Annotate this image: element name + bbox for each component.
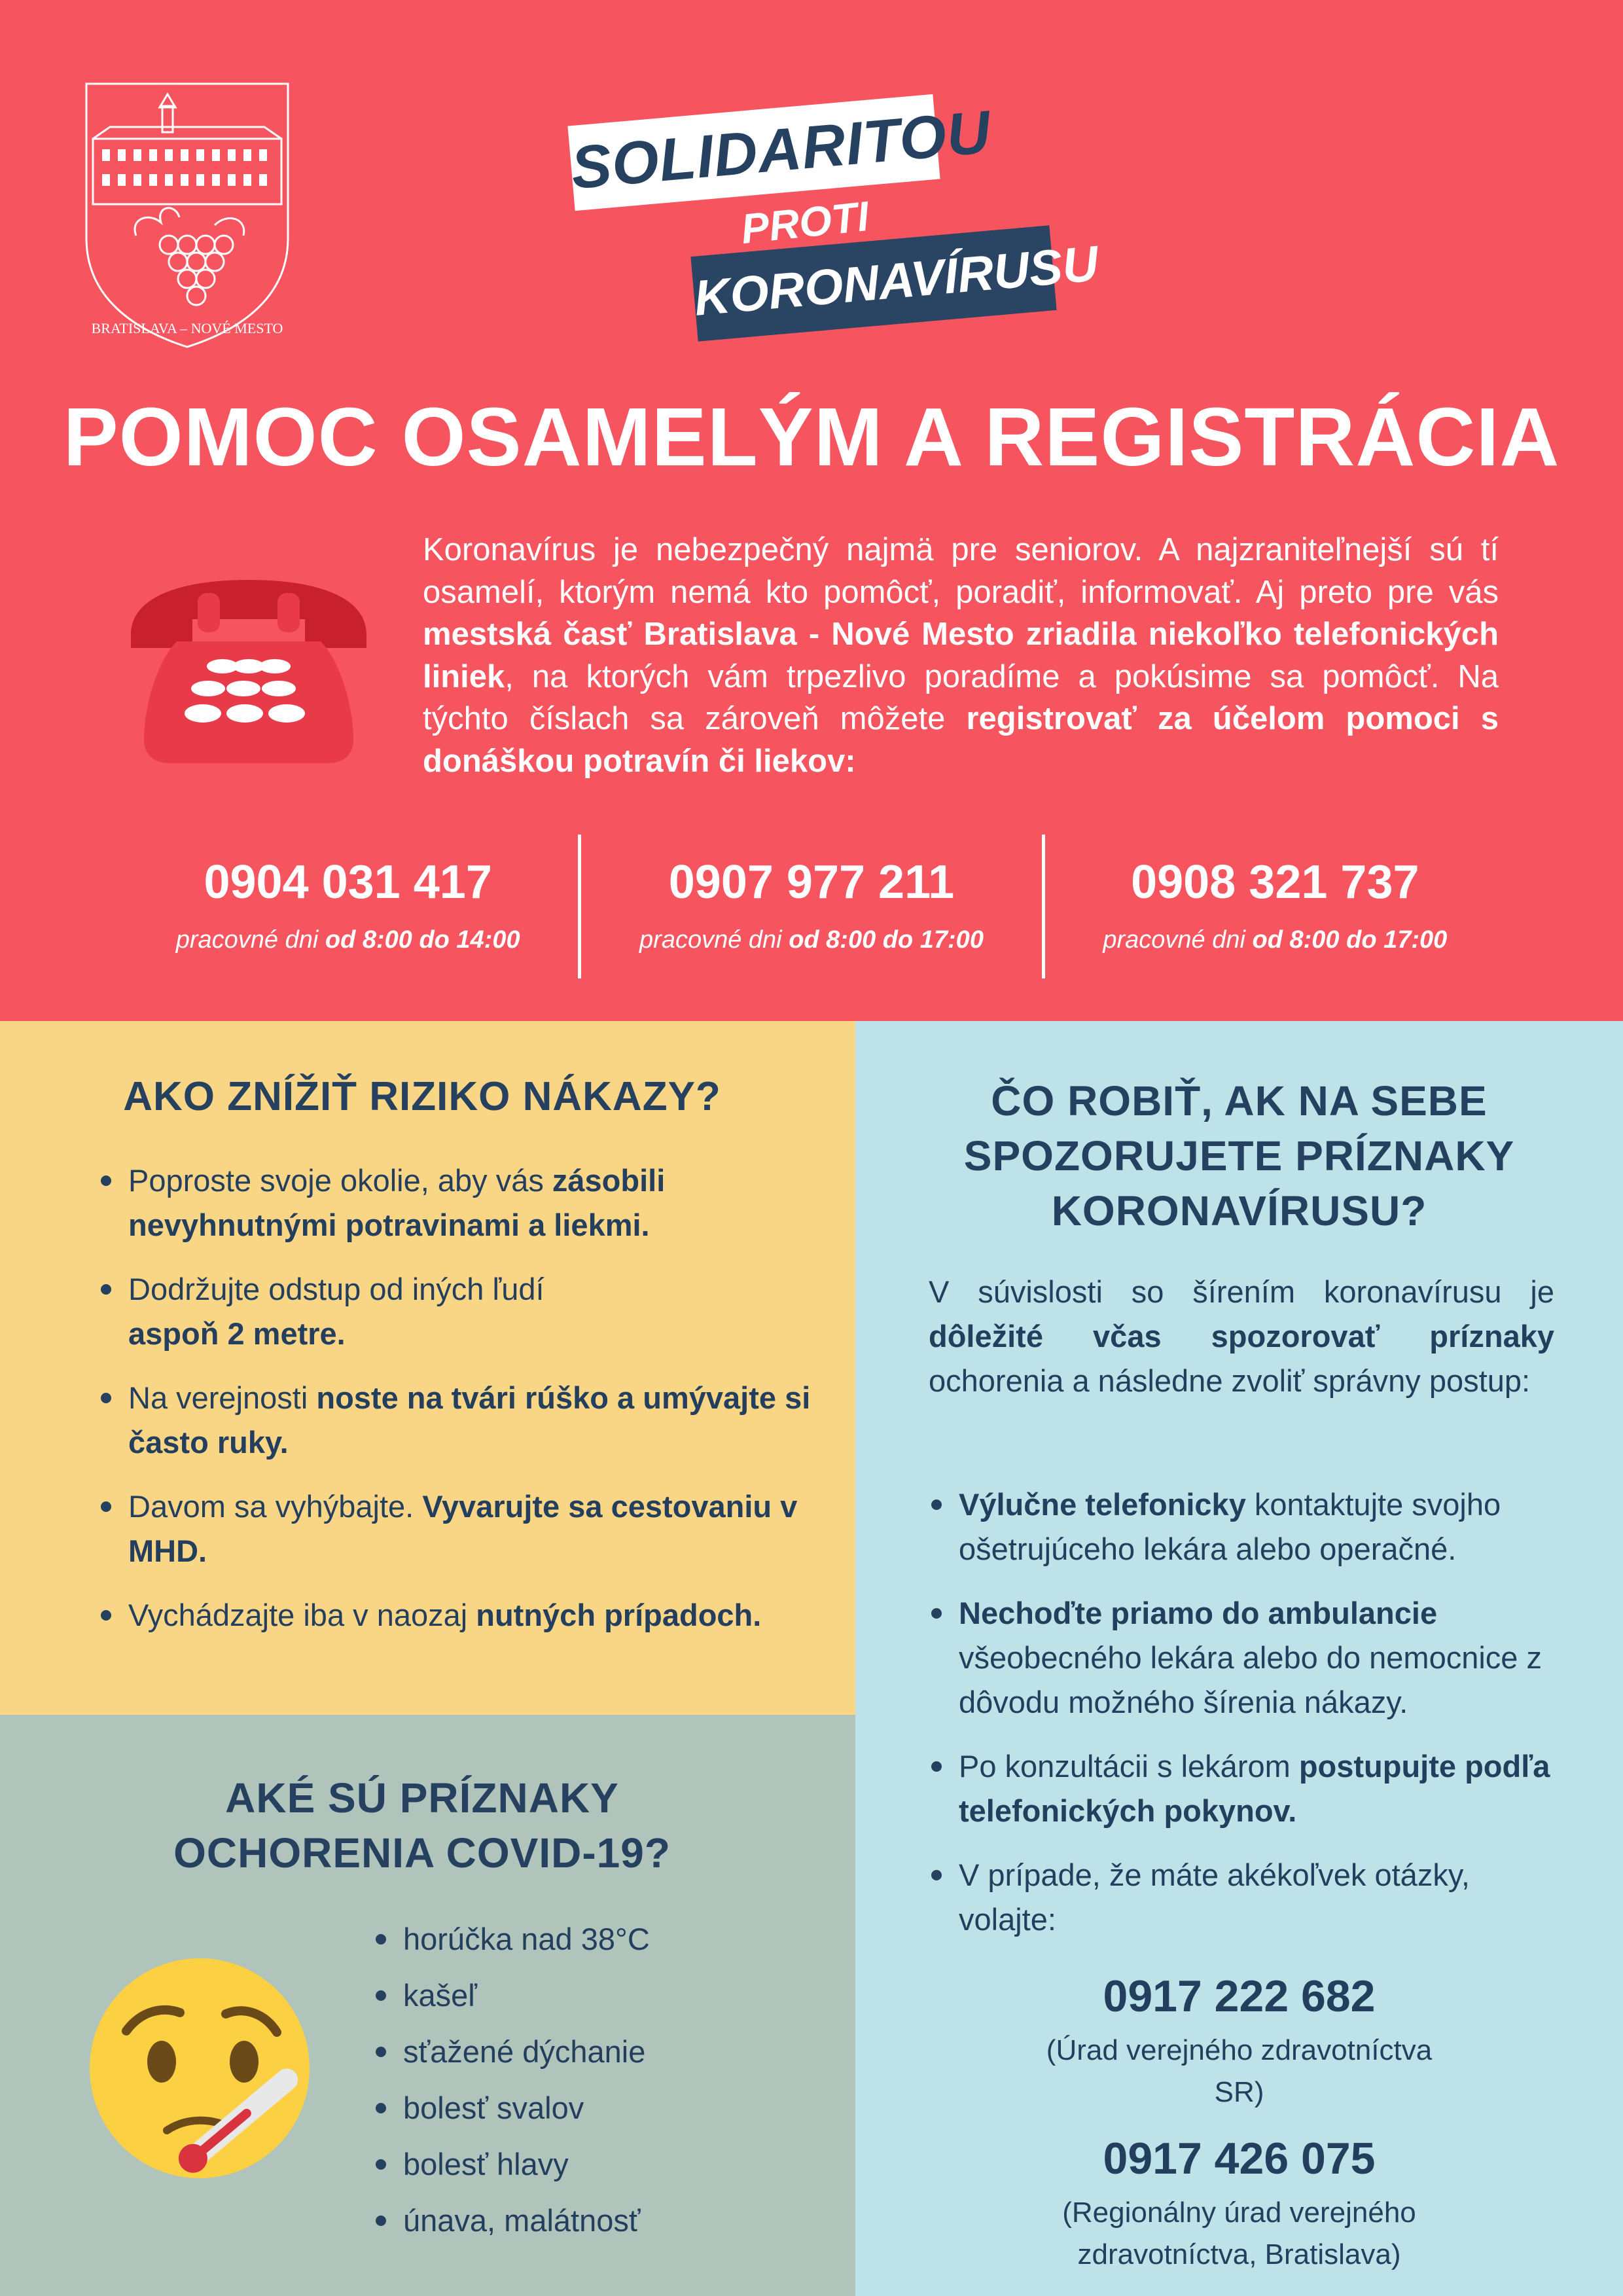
contact-number[interactable]: 0917 426 075 [1103, 2134, 1376, 2183]
city-crest-logo [84, 81, 291, 350]
actions-title: ČO ROBIŤ, AK NA SEBE SPOZORUJETE PRÍZNAKY KORONAVÍRUSU? [963, 1077, 1515, 1234]
list-item: Po konzultácii s lekárom postupujte podľa telefonických pokynov. [959, 1744, 1554, 1833]
list-item: únava, malátnosť [403, 2193, 822, 2249]
telephone-icon [124, 576, 373, 766]
campaign-line-3: KORONAVÍRUSU [692, 236, 1101, 327]
list-item: sťažené dýchanie [403, 2024, 822, 2080]
list-item: horúčka nad 38°C [403, 1911, 822, 1967]
list-item: Poproste svoje okolie, aby vás zásobili nevyhnutnými potravinami a liekmi. [128, 1158, 822, 1247]
list-item: Vychádzajte iba v naozaj nutných prípadoch. [128, 1593, 822, 1638]
header-section [0, 0, 1623, 1021]
list-item: Na verejnosti noste na tvári rúško a umývajte si často ruky. [128, 1376, 822, 1465]
symptoms-title: AKÉ SÚ PRÍZNAKY OCHORENIA COVID-19? [173, 1774, 671, 1876]
list-item: kašeľ [403, 1967, 822, 2024]
hotline-number[interactable]: 0904 031 417 [204, 856, 492, 908]
contact-description: (Regionálny úrad verejného zdravotníctva, Bratislava) [1062, 2197, 1416, 2270]
risk-title: AKO ZNÍŽIŤ RIZIKO NÁKAZY? [123, 1074, 721, 1119]
hotline-2 [581, 834, 1041, 978]
list-item: Davom sa vyhýbajte. Vyvarujte sa cestovaniu v MHD. [128, 1484, 822, 1573]
hotline-hours: pracovné dni od 8:00 do 17:00 [639, 926, 984, 954]
hotline-number[interactable]: 0908 321 737 [1131, 856, 1419, 908]
hotline-3 [1045, 834, 1505, 978]
contact-description: (Úrad verejného zdravotníctva SR) [1046, 2034, 1433, 2108]
list-item: Nechoďte priamo do ambulancie všeobecného lekára alebo do nemocnice z dôvodu možného šírenia nákazy. [959, 1591, 1554, 1725]
list-item: Dodržujte odstup od iných ľudí aspoň 2 metre. [128, 1267, 822, 1356]
sick-face-icon [88, 1954, 317, 2183]
hotline-hours: pracovné dni od 8:00 do 14:00 [175, 926, 520, 954]
risk-list [128, 1158, 822, 1657]
list-item: bolesť svalov [403, 2080, 822, 2136]
campaign-line-2: PROTI [738, 192, 872, 253]
health-contacts [855, 1967, 1623, 2291]
list-item: bolesť hlavy [403, 2136, 822, 2193]
hotline-number[interactable]: 0907 977 211 [668, 856, 955, 908]
actions-intro: V súvislosti so šírením koronavírusu je dôležité včas spozorovať príznaky ochorenia a následne zvoliť správny postup: [929, 1274, 1554, 1398]
intro-paragraph: Koronavírus je nebezpečný najmä pre seniorov. A najzraniteľnejší sú tí osamelí, ktorým nemá kto pomôcť, poradiť, informovať. Aj preto pre vás mestská časť Bratislava - Nové Mesto zriadila niekoľko telefonických liniek, na ktorých vám trpezlivo poradíme a pokúsime sa pomôcť. Na týchto číslach sa zároveň môžete registrovať za účelom pomoci s donáškou potravín či liekov: [423, 532, 1499, 779]
hotline-1 [118, 834, 578, 978]
actions-list [959, 1482, 1554, 1962]
hotline-hours: pracovné dni od 8:00 do 17:00 [1103, 926, 1448, 954]
campaign-stamp [563, 92, 1101, 340]
list-item: Výlučne telefonicky kontaktujte svojho ošetrujúceho lekára alebo operačné. [959, 1482, 1554, 1571]
campaign-line-1: SOLIDARITOU [568, 98, 994, 202]
symptoms-list [403, 1911, 822, 2249]
svg-text:BRATISLAVA – NOVÉ MESTO: BRATISLAVA – NOVÉ MESTO [91, 320, 283, 336]
contact-number[interactable]: 0917 222 682 [1103, 1971, 1376, 2021]
list-item: V prípade, že máte akékoľvek otázky, volajte: [959, 1853, 1554, 1942]
page-title: POMOC OSAMELÝM A REGISTRÁCIA [63, 391, 1560, 483]
hotline-numbers [118, 834, 1505, 978]
